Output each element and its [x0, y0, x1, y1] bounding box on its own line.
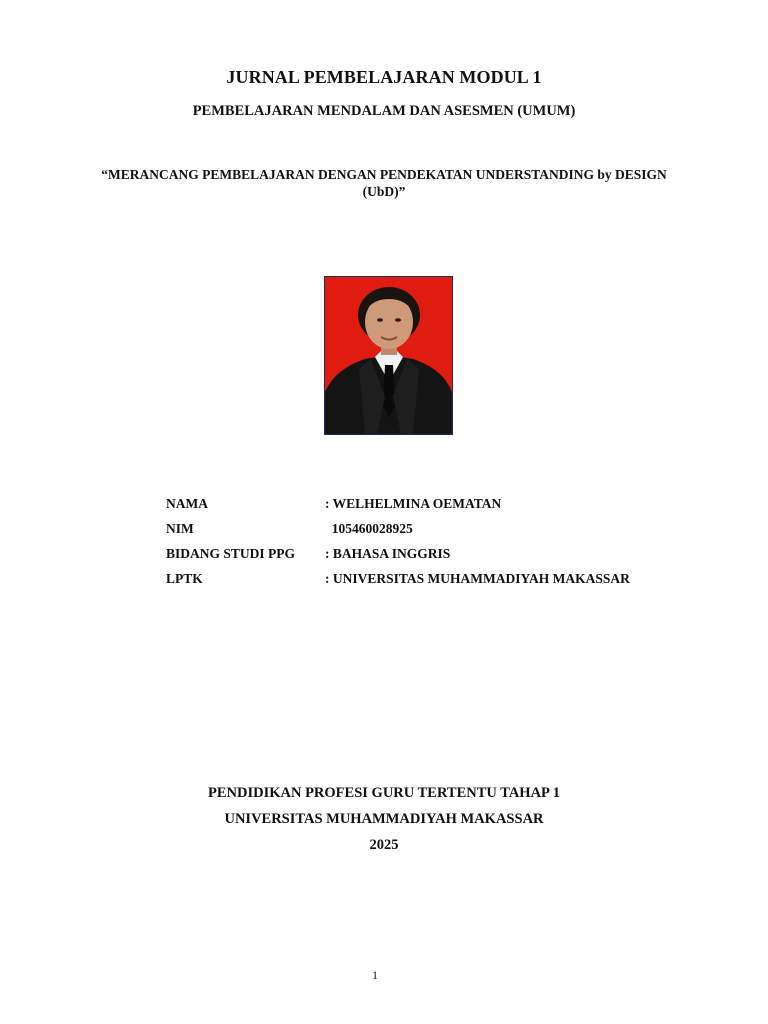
portrait-photo	[324, 276, 453, 435]
info-value: 105460028925	[325, 521, 413, 536]
footer-year: 2025	[369, 837, 399, 853]
info-value: : BAHASA INGGRIS	[325, 546, 451, 561]
document-title: JURNAL PEMBELAJARAN MODUL 1	[226, 67, 542, 87]
info-value: : UNIVERSITAS MUHAMMADIYAH MAKASSAR	[325, 571, 630, 586]
info-label: NAMA	[166, 496, 208, 511]
footer-university: UNIVERSITAS MUHAMMADIYAH MAKASSAR	[224, 811, 544, 827]
info-label: LPTK	[166, 571, 203, 586]
portrait-figure-icon	[325, 277, 452, 434]
info-label: NIM	[166, 521, 194, 536]
info-label: BIDANG STUDI PPG	[166, 546, 296, 561]
footer-program: PENDIDIKAN PROFESI GURU TERTENTU TAHAP 1	[208, 785, 560, 801]
page-number: 1	[372, 968, 378, 982]
document-subtitle: PEMBELAJARAN MENDALAM DAN ASESMEN (UMUM)	[192, 103, 576, 119]
info-value: : WELHELMINA OEMATAN	[325, 496, 502, 511]
quote-title: “MERANCANG PEMBELAJARAN DENGAN PENDEKATAN UNDERSTANDING by DESIGN (UbD)”	[101, 167, 667, 199]
